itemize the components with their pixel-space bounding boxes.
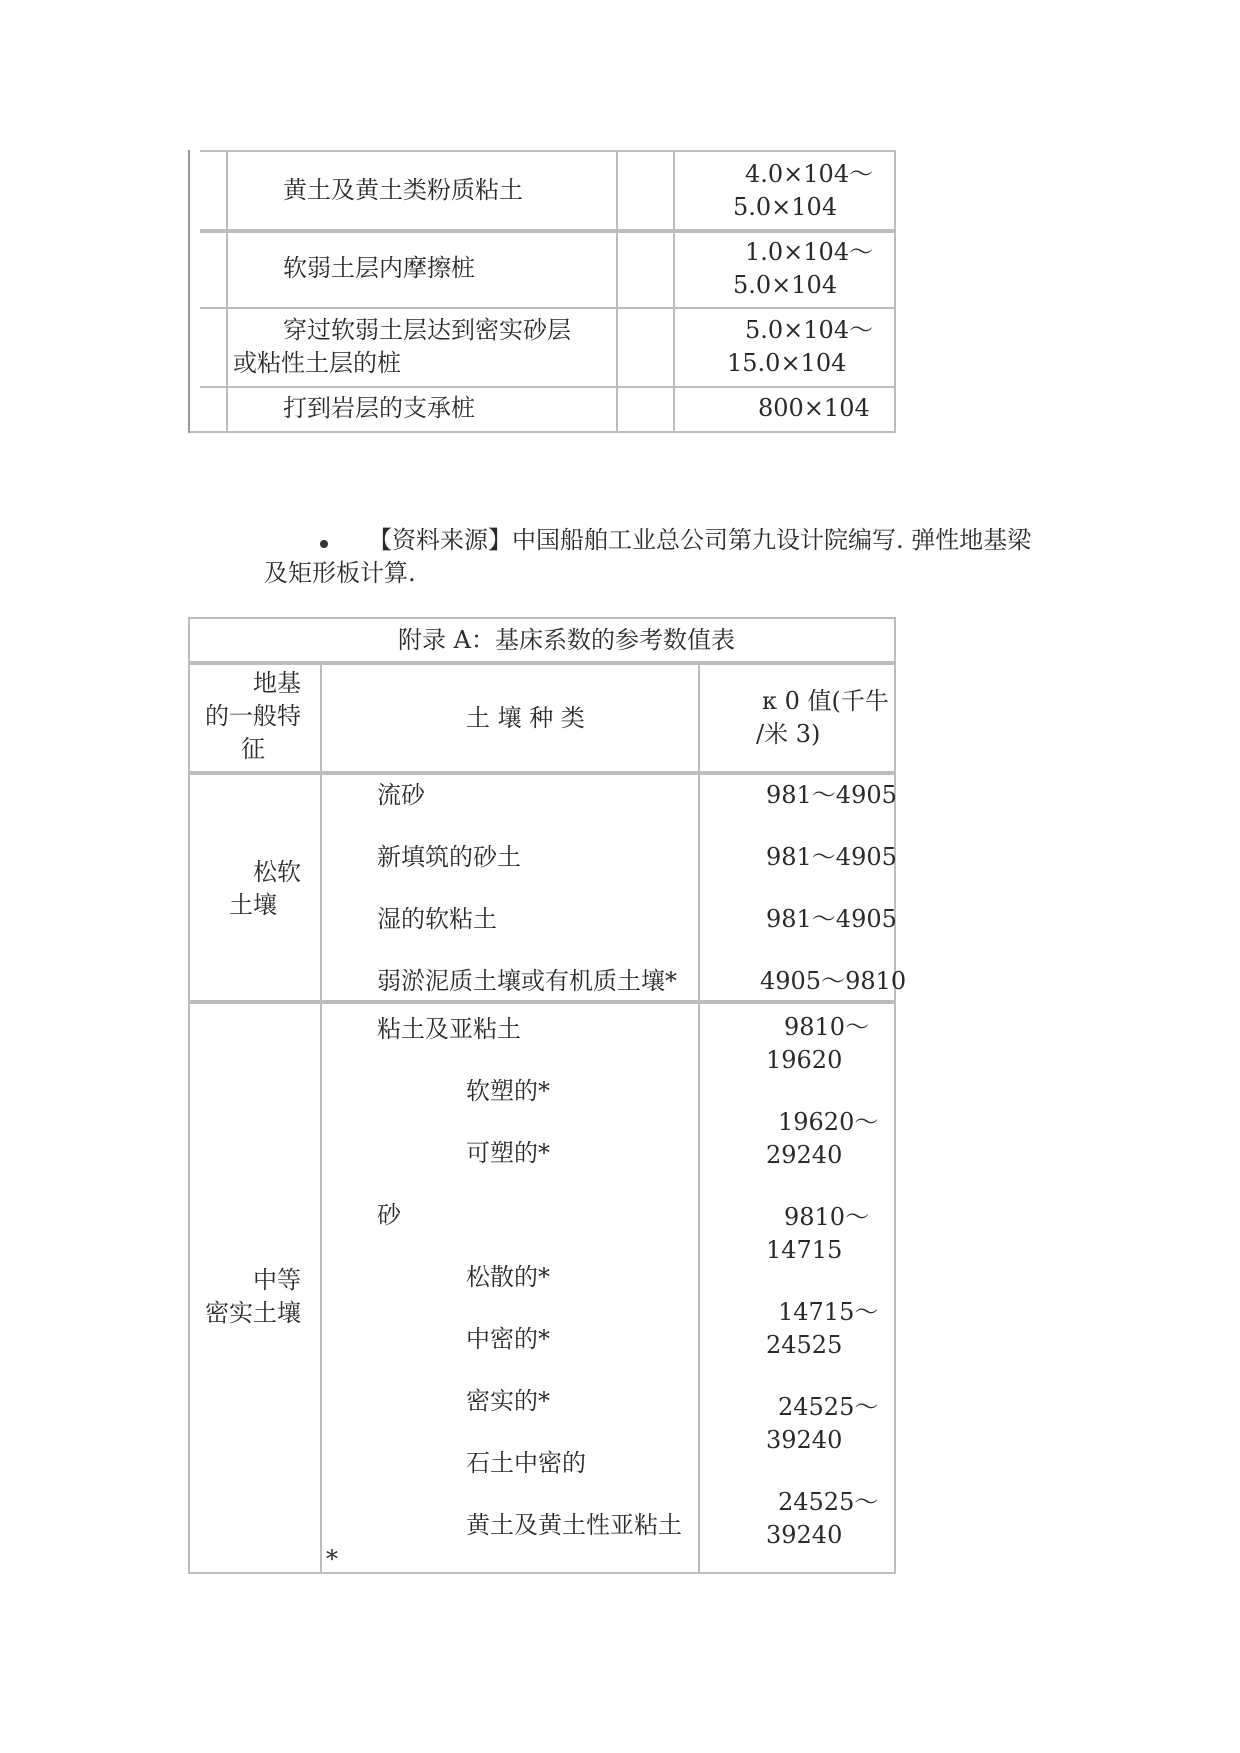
source-note-line: 【资料来源】中国船舶工业总公司第九设计院编写. 弹性地基梁	[368, 526, 1032, 554]
table-border	[673, 150, 675, 433]
value-cell: 4905～9810	[760, 967, 907, 995]
value-line: 14715	[766, 1236, 843, 1264]
header-cell: κ 0 值(千牛	[762, 687, 889, 715]
header-cell: 征	[241, 735, 265, 763]
header-cell: 地基	[253, 669, 301, 697]
soil-type: 黄土及黄土性亚粘土	[466, 1511, 682, 1539]
value-cell: 981～4905	[766, 843, 897, 871]
value-line: 1.0×104～	[745, 238, 874, 266]
value-line: 24525～	[778, 1393, 879, 1421]
soil-type: 黄土及黄土类粉质粘土	[283, 176, 523, 204]
table-border	[200, 307, 896, 309]
table-border	[188, 1572, 896, 1574]
soil-type: 新填筑的砂土	[377, 843, 521, 871]
soil-type: 软塑的*	[466, 1077, 550, 1105]
value-line: 5.0×104	[733, 271, 838, 299]
soil-type: 可塑的*	[466, 1139, 550, 1167]
soil-type: 石土中密的	[466, 1449, 586, 1477]
value-line: 5.0×104	[733, 193, 838, 221]
soil-type: 软弱土层内摩擦桩	[283, 254, 475, 282]
value-cell: 981～4905	[766, 905, 897, 933]
table-border	[226, 150, 228, 433]
table-border	[188, 663, 896, 665]
soil-type: 弱淤泥质土壤或有机质土壤*	[377, 967, 677, 995]
group-label: 中等	[253, 1266, 301, 1294]
bullet-icon	[320, 540, 328, 548]
table-border	[894, 150, 896, 433]
value-line: 24525～	[778, 1488, 879, 1516]
table-border	[188, 617, 190, 1574]
value-line: 14715～	[778, 1298, 879, 1326]
value-line: 800×104	[758, 394, 870, 422]
table-border	[616, 150, 618, 433]
table-border	[188, 773, 896, 775]
value-line: 24525	[766, 1331, 843, 1359]
header-cell: 土 壤 种 类	[466, 704, 585, 732]
table-border	[188, 431, 896, 433]
table-border	[200, 150, 896, 152]
table-border	[320, 663, 322, 1574]
group-label: 松软	[253, 858, 301, 886]
value-line: 9810～	[784, 1203, 870, 1231]
soil-type: 粘土及亚粘土	[377, 1015, 521, 1043]
header-cell: 的一般特	[205, 702, 301, 730]
soil-type: 松散的*	[466, 1263, 550, 1291]
value-line: 5.0×104～	[745, 316, 874, 344]
soil-type: 或粘性土层的桩	[233, 349, 401, 377]
source-note-line: 及矩形板计算.	[264, 559, 416, 587]
table-border	[188, 150, 190, 433]
header-cell: /米 3)	[756, 720, 821, 748]
table-border	[894, 617, 896, 1574]
soil-type: 打到岩层的支承桩	[283, 394, 475, 422]
table-caption: 附录 A：基床系数的参考数值表	[398, 626, 735, 654]
value-line: 15.0×104	[727, 349, 847, 377]
soil-type: 中密的*	[466, 1325, 550, 1353]
soil-type: 穿过软弱土层达到密实砂层	[283, 316, 571, 344]
value-line: 19620～	[778, 1108, 879, 1136]
value-line: 19620	[766, 1046, 843, 1074]
table-border	[188, 1002, 896, 1004]
group-label: 密实土壤	[205, 1299, 301, 1327]
table-border	[200, 231, 896, 233]
value-cell: 981～4905	[766, 781, 897, 809]
value-line: 9810～	[784, 1013, 870, 1041]
table-border	[188, 617, 896, 619]
group-label: 土壤	[229, 891, 277, 919]
soil-type: 流砂	[377, 781, 425, 809]
value-line: 4.0×104～	[745, 160, 874, 188]
table-border	[200, 386, 896, 388]
footnote-asterisk: *	[326, 1545, 338, 1573]
value-line: 29240	[766, 1141, 843, 1169]
value-line: 39240	[766, 1521, 843, 1549]
table-border	[698, 663, 700, 1574]
value-line: 39240	[766, 1426, 843, 1454]
soil-type: 砂	[377, 1201, 401, 1229]
soil-type: 密实的*	[466, 1387, 550, 1415]
soil-type: 湿的软粘土	[377, 905, 497, 933]
